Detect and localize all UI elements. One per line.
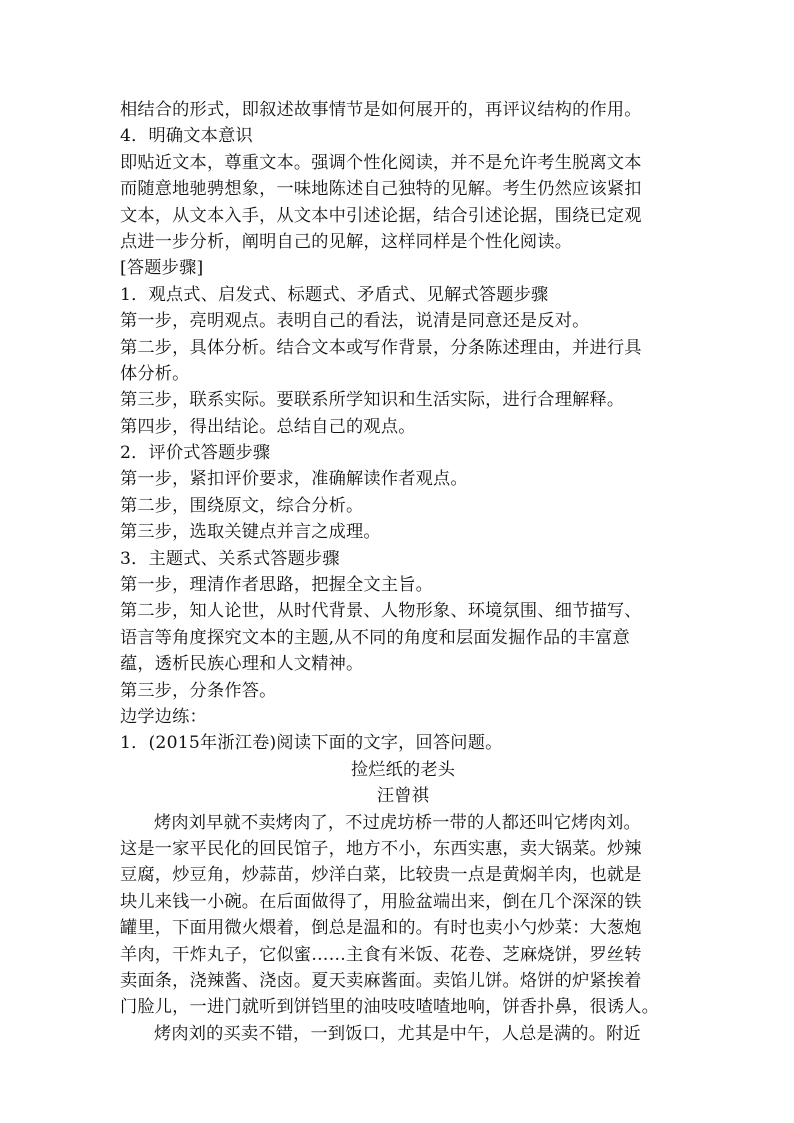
text-line: 第三步，联系实际。要联系所学知识和生活实际，进行合理解释。 bbox=[120, 390, 625, 411]
text-line: 第四步，得出结论。总结自己的观点。 bbox=[120, 416, 416, 437]
text-line: 语言等角度探究文本的主题,从不同的角度和层面发掘作品的丰富意 bbox=[120, 627, 630, 648]
section-heading: 3．主题式、关系式答题步骤 bbox=[120, 548, 340, 569]
story-line: 块儿来钱一小碗。在后面做得了，用脸盆端出来，倒在几个深深的铁 bbox=[120, 891, 642, 912]
document-body bbox=[120, 97, 686, 1047]
text-line: 第一步，紧扣评价要求，准确解读作者观点。 bbox=[120, 469, 468, 490]
story-line: 豆腐，炒豆角，炒蒜苗，炒洋白菜，比较贵一点是黄焖羊肉，也就是 bbox=[120, 865, 642, 886]
text-line: 第二步，围绕原文，综合分析。 bbox=[120, 495, 364, 516]
story-line: 罐里，下面用微火煨着，倒总是温和的。有时也卖小勺炒菜：大葱炮 bbox=[120, 918, 642, 939]
story-line: 门脸儿，一进门就听到饼铛里的油吱吱喳喳地响，饼香扑鼻，很诱人。 bbox=[120, 997, 660, 1018]
section-heading: 2．评价式答题步骤 bbox=[120, 443, 271, 464]
text-line: 第二步，具体分析。结合文本或写作背景，分条陈述理由，并进行具 bbox=[120, 337, 642, 358]
text-line: 第三步，分条作答。 bbox=[120, 680, 277, 701]
text-line: 即贴近文本，尊重文本。强调个性化阅读，并不是允许考生脱离文本 bbox=[120, 152, 642, 173]
section-heading: [答题步骤] bbox=[120, 258, 204, 279]
section-heading: 4．明确文本意识 bbox=[120, 126, 253, 147]
story-author: 汪曾祺 bbox=[376, 786, 430, 807]
story-line: 卖面条，浇辣酱、浇卤。夏天卖麻酱面。卖馅儿饼。烙饼的炉紧挨着 bbox=[120, 970, 642, 991]
story-line: 烤肉刘的买卖不错，一到饭口，尤其是中午，人总是满的。附近 bbox=[154, 1023, 641, 1044]
text-line: 第一步，理清作者思路，把握全文主旨。 bbox=[120, 575, 433, 596]
story-line: 这是一家平民化的回民馆子，地方不小，东西实惠，卖大锅菜。炒辣 bbox=[120, 838, 642, 859]
text-line: 点进一步分析，阐明自己的见解，这样同样是个性化阅读。 bbox=[120, 231, 573, 252]
section-heading: 1．观点式、启发式、标题式、矛盾式、见解式答题步骤 bbox=[120, 284, 549, 305]
section-heading: 边学边练： bbox=[120, 706, 207, 727]
text-line: 第一步，亮明观点。表明自己的看法，说清是同意还是反对。 bbox=[120, 311, 590, 332]
text-line: 蕴，透析民族心理和人文精神。 bbox=[120, 654, 364, 675]
text-line: 而随意地驰骋想象，一味地陈述自己独特的见解。考生仍然应该紧扣 bbox=[120, 179, 642, 200]
text-line: 第二步，知人论世，从时代背景、人物形象、环境氛围、细节描写、 bbox=[120, 601, 642, 622]
story-line: 烤肉刘早就不卖烤肉了，不过虎坊桥一带的人都还叫它烤肉刘。 bbox=[154, 812, 641, 833]
text-line: 文本，从文本入手，从文本中引述论据，结合引述论据，围绕已定观 bbox=[120, 205, 642, 226]
story-line: 羊肉，干炸丸子，它似蜜……主食有米饭、花卷、芝麻烧饼，罗丝转 bbox=[120, 944, 642, 965]
text-line: 体分析。 bbox=[120, 363, 190, 384]
text-line: 第三步，选取关键点并言之成理。 bbox=[120, 522, 381, 543]
text-line: 相结合的形式，即叙述故事情节是如何展开的，再评议结构的作用。 bbox=[120, 100, 642, 120]
story-title: 捡烂纸的老头 bbox=[350, 759, 456, 780]
question-line: 1．(2015年浙江卷)阅读下面的文字，回答问题。 bbox=[120, 733, 503, 754]
